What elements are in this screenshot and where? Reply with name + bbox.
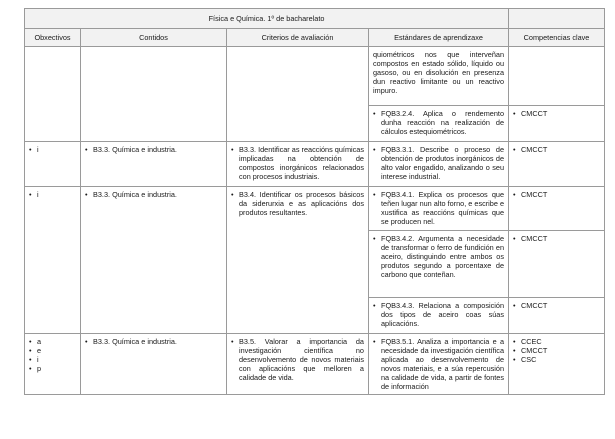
estandar-cell — [369, 298, 509, 334]
header-contidos: Contidos — [81, 29, 227, 47]
competencias-cell — [509, 106, 605, 142]
header-competencias: Competencias clave — [509, 29, 605, 47]
table-row — [25, 334, 605, 395]
competencia-item: • CCEC — [513, 337, 600, 346]
competencia-item: • CSC — [513, 355, 600, 364]
estandar-cell — [369, 231, 509, 298]
table-title: Física e Química. 1º de bacharelato — [25, 9, 509, 29]
estandar-cell — [369, 142, 509, 187]
estandar-item: • FQB3.4.3. Relaciona a composición dos tipos de aceiro coas súas aplicacións. — [373, 301, 504, 328]
criterio-item: • B3.4. Identificar os procesos básicos da siderurxia e as aplicacións dos produtos resultantes. — [231, 190, 364, 217]
obxectivos-cell — [25, 47, 81, 142]
curriculum-document — [24, 8, 604, 395]
contidos-cell — [81, 47, 227, 142]
header-criterios: Criterios de avaliación — [227, 29, 369, 47]
estandar-item: • FQB3.4.1. Explica os procesos que teñen lugar nun alto forno, e escribe e xustifica as reaccións químicas que se producen nel. — [373, 190, 504, 226]
criterio-item: • B3.5. Valorar a importancia da investigación científica no desenvolvemento de novos materiais con aplicacións que melloren a calidade de vida. — [231, 337, 364, 382]
estandar-cell — [369, 106, 509, 142]
header-row — [25, 29, 605, 47]
table-row — [25, 187, 605, 231]
header-estandares: Estándares de aprendizaxe — [369, 29, 509, 47]
obxectivos-cell — [25, 187, 81, 334]
estandar-item: • FQB3.5.1. Analiza a importancia e a necesidade da investigación científica aplicada ao desenvolvemento de novos materiais, e a súa repercusión na calidade de vida, a partir de fontes de información — [373, 337, 504, 391]
table-row — [25, 142, 605, 187]
criterios-cell — [227, 47, 369, 142]
competencias-cell — [509, 231, 605, 298]
obxectivos-cell — [25, 334, 81, 395]
criterios-cell — [227, 142, 369, 187]
competencia-item: • CMCCT — [513, 301, 600, 310]
estandar-item: • FQB3.2.4. Aplica o rendemento dunha reacción na realización de cálculos estequiométricos. — [373, 109, 504, 136]
obxectivo-item: • a — [29, 337, 76, 346]
competencia-item: • CMCCT — [513, 109, 600, 118]
header-obxectivos: Obxectivos — [25, 29, 81, 47]
contido-item: • B3.3. Química e industria. — [85, 337, 222, 346]
competencia-item: • CMCCT — [513, 190, 600, 199]
obxectivo-item: • i — [29, 190, 76, 199]
curriculum-table — [24, 8, 605, 395]
estandar-text: quiométricos nos que interveñan compostos en estado sólido, líquido ou gasoso, ou en disolución en presenza dun reactivo limitante ou un reactivo impuro. — [373, 50, 505, 95]
criterio-item: • B3.3. Identificar as reaccións químicas implicadas na obtención de compostos inorgánicos relacionados con procesos industriais. — [231, 145, 364, 181]
estandar-cell — [369, 47, 509, 106]
competencias-cell — [509, 142, 605, 187]
estandar-cell — [369, 187, 509, 231]
estandar-cell — [369, 334, 509, 395]
contidos-cell — [81, 142, 227, 187]
contido-item: • B3.3. Química e industria. — [85, 190, 222, 199]
title-row-blank-cell — [509, 9, 605, 29]
contidos-cell — [81, 334, 227, 395]
competencias-cell — [509, 47, 605, 106]
competencias-cell — [509, 334, 605, 395]
competencia-item: • CMCCT — [513, 145, 600, 154]
competencia-item: • CMCCT — [513, 346, 600, 355]
obxectivo-item: • e — [29, 346, 76, 355]
criterios-cell — [227, 334, 369, 395]
obxectivo-item: • i — [29, 145, 76, 154]
criterios-cell — [227, 187, 369, 334]
obxectivo-item: • p — [29, 364, 76, 373]
obxectivo-item: • i — [29, 355, 76, 364]
estandar-item: • FQB3.3.1. Describe o proceso de obtención de produtos inorgánicos de alto valor engadido, analizando o seu interese industrial. — [373, 145, 504, 181]
competencias-cell — [509, 298, 605, 334]
contido-item: • B3.3. Química e industria. — [85, 145, 222, 154]
estandar-item: • FQB3.4.2. Argumenta a necesidade de transformar o ferro de fundición en aceiro, distinguindo entre ambos os produtos segundo a porcentaxe de carbono que conteñan. — [373, 234, 504, 279]
obxectivos-cell — [25, 142, 81, 187]
table-row — [25, 47, 605, 106]
contidos-cell — [81, 187, 227, 334]
competencia-item: • CMCCT — [513, 234, 600, 243]
competencias-cell — [509, 187, 605, 231]
